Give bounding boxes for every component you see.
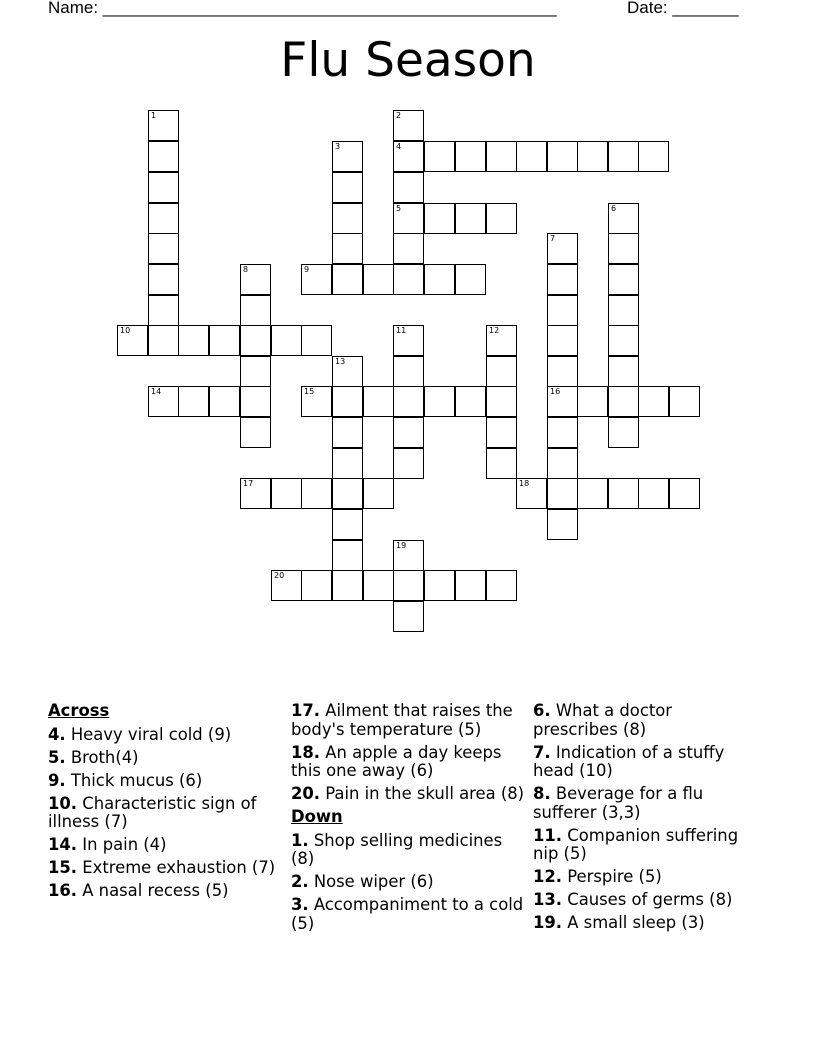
clue-item bbox=[291, 702, 526, 739]
grid-cell[interactable] bbox=[669, 478, 700, 509]
grid-cell[interactable] bbox=[240, 356, 271, 387]
grid-cell[interactable] bbox=[393, 540, 424, 571]
grid-cell[interactable] bbox=[148, 386, 179, 417]
grid-cell[interactable] bbox=[608, 233, 639, 264]
clue-item bbox=[533, 702, 758, 739]
clue-item-number: 16. bbox=[48, 881, 78, 900]
grid-cell[interactable] bbox=[455, 264, 486, 295]
grid-cell[interactable] bbox=[547, 325, 578, 356]
grid-cell[interactable] bbox=[240, 386, 271, 417]
clue-item-text: Causes of germs (8) bbox=[562, 890, 733, 909]
grid-cell[interactable] bbox=[209, 325, 240, 356]
grid-cell[interactable] bbox=[393, 110, 424, 141]
clue-item-text: Pain in the skull area (8) bbox=[320, 784, 525, 803]
clue-item bbox=[533, 868, 758, 887]
grid-cell[interactable] bbox=[608, 356, 639, 387]
grid-cell[interactable] bbox=[608, 386, 639, 417]
grid-cell[interactable] bbox=[486, 203, 517, 234]
grid-cell[interactable] bbox=[148, 141, 179, 172]
grid-cell[interactable] bbox=[178, 325, 209, 356]
clue-item bbox=[291, 744, 526, 781]
grid-cell[interactable] bbox=[332, 540, 363, 571]
clue-number: 6 bbox=[611, 204, 617, 213]
clue-number: 16 bbox=[550, 387, 561, 396]
grid-cell[interactable] bbox=[148, 233, 179, 264]
clue-item-text: Heavy viral cold (9) bbox=[65, 724, 232, 744]
grid-cell[interactable] bbox=[638, 478, 669, 509]
clue-item bbox=[533, 744, 758, 781]
clue-item bbox=[533, 891, 758, 910]
grid-cell[interactable] bbox=[148, 203, 179, 234]
clue-item-text: In pain (4) bbox=[77, 835, 167, 854]
grid-cell[interactable] bbox=[332, 356, 363, 387]
grid-cell[interactable] bbox=[393, 356, 424, 387]
grid-cell[interactable] bbox=[301, 478, 332, 509]
grid-cell[interactable] bbox=[608, 141, 639, 172]
grid-cell[interactable] bbox=[393, 601, 424, 632]
grid-cell[interactable] bbox=[393, 141, 424, 172]
grid-cell[interactable] bbox=[608, 203, 639, 234]
clue-number: 15 bbox=[304, 387, 315, 396]
clue-number: 7 bbox=[550, 234, 556, 243]
grid-cell[interactable] bbox=[547, 448, 578, 479]
grid-cell[interactable] bbox=[332, 172, 363, 203]
clue-item-text: Beverage for a flu sufferer (3,3) bbox=[533, 784, 704, 822]
clue-item bbox=[533, 914, 758, 933]
grid-cell[interactable] bbox=[486, 141, 517, 172]
grid-cell[interactable] bbox=[486, 570, 517, 601]
grid-cell[interactable] bbox=[240, 264, 271, 295]
grid-cell[interactable] bbox=[547, 141, 578, 172]
clue-number: 5 bbox=[396, 204, 402, 213]
grid-cell[interactable] bbox=[486, 386, 517, 417]
clue-number: 1 bbox=[151, 111, 157, 120]
date-field-label: Date: _______ bbox=[627, 0, 739, 17]
clue-item bbox=[291, 896, 526, 933]
grid-cell[interactable] bbox=[240, 325, 271, 356]
grid-cell[interactable] bbox=[424, 141, 455, 172]
clue-item-text: Perspire (5) bbox=[562, 867, 662, 886]
clue-item-number: 13. bbox=[533, 890, 563, 909]
clue-item bbox=[48, 836, 278, 855]
grid-cell[interactable] bbox=[148, 264, 179, 295]
clue-item-number: 1. bbox=[291, 830, 309, 850]
grid-cell[interactable] bbox=[486, 448, 517, 479]
clues-column-3 bbox=[533, 702, 758, 937]
clue-item-number: 10. bbox=[48, 793, 78, 813]
grid-cell[interactable] bbox=[669, 386, 700, 417]
grid-cell[interactable] bbox=[301, 570, 332, 601]
clue-number: 17 bbox=[243, 479, 254, 488]
grid-cell[interactable] bbox=[547, 417, 578, 448]
grid-cell[interactable] bbox=[393, 264, 424, 295]
clue-number: 20 bbox=[274, 571, 285, 580]
grid-cell[interactable] bbox=[547, 264, 578, 295]
grid-cell[interactable] bbox=[332, 478, 363, 509]
grid-cell[interactable] bbox=[424, 264, 455, 295]
clue-item-number: 19. bbox=[533, 913, 563, 932]
clue-item-text: An apple a day keeps this one away (6) bbox=[291, 742, 502, 780]
clue-number: 4 bbox=[396, 142, 402, 151]
clue-number: 14 bbox=[151, 387, 162, 396]
clue-item-number: 6. bbox=[533, 701, 551, 720]
grid-cell[interactable] bbox=[547, 233, 578, 264]
grid-cell[interactable] bbox=[608, 325, 639, 356]
clue-item-text: Ailment that raises the body's temperature (5) bbox=[291, 701, 513, 739]
grid-cell[interactable] bbox=[547, 509, 578, 540]
clue-item bbox=[48, 726, 278, 745]
grid-cell[interactable] bbox=[424, 386, 455, 417]
clue-item-number: 18. bbox=[291, 742, 321, 762]
grid-cell[interactable] bbox=[638, 141, 669, 172]
clue-item bbox=[291, 785, 526, 804]
grid-cell[interactable] bbox=[638, 386, 669, 417]
grid-cell[interactable] bbox=[332, 570, 363, 601]
clue-item bbox=[48, 882, 278, 901]
grid-cell[interactable] bbox=[486, 417, 517, 448]
grid-cell[interactable] bbox=[393, 325, 424, 356]
clue-item-number: 20. bbox=[291, 784, 321, 803]
grid-cell[interactable] bbox=[363, 570, 394, 601]
grid-cell[interactable] bbox=[577, 141, 608, 172]
clue-item-text: Accompaniment to a cold (5) bbox=[291, 895, 524, 933]
grid-cell[interactable] bbox=[608, 478, 639, 509]
grid-cell[interactable] bbox=[332, 448, 363, 479]
grid-cell[interactable] bbox=[455, 386, 486, 417]
clue-item bbox=[48, 749, 278, 768]
grid-cell[interactable] bbox=[117, 325, 148, 356]
clue-item-number: 5. bbox=[48, 747, 66, 767]
grid-cell[interactable] bbox=[608, 417, 639, 448]
clue-item-number: 14. bbox=[48, 835, 78, 854]
clue-item-text: Indication of a stuffy head (10) bbox=[533, 742, 725, 780]
clue-number: 12 bbox=[489, 326, 500, 335]
clue-item-number: 15. bbox=[48, 858, 78, 877]
clue-item-text: A small sleep (3) bbox=[562, 913, 705, 932]
grid-cell[interactable] bbox=[547, 478, 578, 509]
grid-cell[interactable] bbox=[332, 386, 363, 417]
clue-number: 19 bbox=[396, 541, 407, 550]
grid-cell[interactable] bbox=[332, 141, 363, 172]
clues-column-2 bbox=[291, 702, 526, 938]
clue-item-number: 12. bbox=[533, 867, 563, 886]
grid-cell[interactable] bbox=[547, 356, 578, 387]
clue-item-number: 7. bbox=[533, 742, 551, 762]
grid-cell[interactable] bbox=[547, 386, 578, 417]
grid-cell[interactable] bbox=[301, 325, 332, 356]
clue-item-number: 4. bbox=[48, 724, 66, 744]
grid-cell[interactable] bbox=[332, 264, 363, 295]
grid-cell[interactable] bbox=[393, 172, 424, 203]
grid-cell[interactable] bbox=[393, 386, 424, 417]
grid-cell[interactable] bbox=[608, 295, 639, 326]
clue-item-text: Characteristic sign of illness (7) bbox=[48, 793, 257, 831]
grid-cell[interactable] bbox=[148, 172, 179, 203]
grid-cell[interactable] bbox=[363, 386, 394, 417]
grid-cell[interactable] bbox=[577, 478, 608, 509]
clue-item-number: 3. bbox=[291, 895, 309, 914]
clue-number: 13 bbox=[335, 357, 346, 366]
clue-item-number: 8. bbox=[533, 784, 551, 803]
grid-cell[interactable] bbox=[455, 203, 486, 234]
down-heading: Down bbox=[291, 807, 343, 826]
grid-cell[interactable] bbox=[516, 478, 547, 509]
grid-cell[interactable] bbox=[455, 141, 486, 172]
clue-item-text: Companion suffering nip (5) bbox=[533, 825, 739, 863]
grid-cell[interactable] bbox=[486, 356, 517, 387]
clue-item-text: Nose wiper (6) bbox=[308, 872, 434, 891]
grid-cell[interactable] bbox=[455, 570, 486, 601]
grid-cell[interactable] bbox=[424, 203, 455, 234]
clue-item-text: Broth(4) bbox=[65, 747, 139, 767]
clue-item bbox=[533, 785, 758, 822]
grid-cell[interactable] bbox=[301, 386, 332, 417]
grid-cell[interactable] bbox=[363, 478, 394, 509]
grid-cell[interactable] bbox=[393, 203, 424, 234]
clue-item-number: 2. bbox=[291, 872, 309, 891]
grid-cell[interactable] bbox=[577, 386, 608, 417]
clue-item bbox=[291, 832, 526, 869]
grid-cell[interactable] bbox=[332, 203, 363, 234]
grid-cell[interactable] bbox=[486, 325, 517, 356]
grid-cell[interactable] bbox=[608, 264, 639, 295]
grid-cell[interactable] bbox=[240, 417, 271, 448]
puzzle-title: Flu Season bbox=[280, 33, 536, 88]
grid-cell[interactable] bbox=[424, 570, 455, 601]
grid-cell[interactable] bbox=[393, 233, 424, 264]
clue-item-number: 17. bbox=[291, 701, 321, 720]
name-field-label: Name: ________________________________________________ bbox=[48, 0, 557, 17]
clue-item-text: What a doctor prescribes (8) bbox=[533, 701, 673, 739]
clue-number: 11 bbox=[396, 326, 407, 335]
grid-cell[interactable] bbox=[332, 417, 363, 448]
clue-number: 9 bbox=[304, 265, 310, 274]
grid-cell[interactable] bbox=[547, 295, 578, 326]
clue-number: 10 bbox=[120, 326, 131, 335]
clue-number: 18 bbox=[519, 479, 530, 488]
clue-item-number: 9. bbox=[48, 770, 66, 790]
grid-cell[interactable] bbox=[240, 478, 271, 509]
grid-cell[interactable] bbox=[516, 141, 547, 172]
clue-item-text: Shop selling medicines (8) bbox=[291, 830, 503, 868]
clues-column-1 bbox=[48, 702, 278, 905]
grid-cell[interactable] bbox=[240, 295, 271, 326]
clue-number: 3 bbox=[335, 142, 341, 151]
clue-item bbox=[48, 859, 278, 878]
grid-cell[interactable] bbox=[363, 264, 394, 295]
grid-cell[interactable] bbox=[271, 478, 302, 509]
clue-item bbox=[48, 795, 278, 832]
clue-number: 2 bbox=[396, 111, 402, 120]
clue-item-text: Thick mucus (6) bbox=[65, 770, 203, 790]
across-heading: Across bbox=[48, 701, 110, 720]
grid-cell[interactable] bbox=[271, 570, 302, 601]
clue-item-text: Extreme exhaustion (7) bbox=[77, 858, 276, 877]
grid-cell[interactable] bbox=[393, 570, 424, 601]
grid-cell[interactable] bbox=[148, 325, 179, 356]
clue-item-number: 11. bbox=[533, 825, 563, 845]
grid-cell[interactable] bbox=[332, 233, 363, 264]
grid-cell[interactable] bbox=[271, 325, 302, 356]
grid-cell[interactable] bbox=[178, 386, 209, 417]
grid-cell[interactable] bbox=[148, 295, 179, 326]
clue-item-text: A nasal recess (5) bbox=[77, 881, 229, 900]
grid-cell[interactable] bbox=[332, 509, 363, 540]
grid-cell[interactable] bbox=[393, 448, 424, 479]
grid-cell[interactable] bbox=[301, 264, 332, 295]
clue-item bbox=[48, 772, 278, 791]
grid-cell[interactable] bbox=[148, 110, 179, 141]
grid-cell[interactable] bbox=[209, 386, 240, 417]
clue-item bbox=[533, 827, 758, 864]
clue-number: 8 bbox=[243, 265, 249, 274]
grid-cell[interactable] bbox=[393, 417, 424, 448]
clue-item bbox=[291, 873, 526, 892]
